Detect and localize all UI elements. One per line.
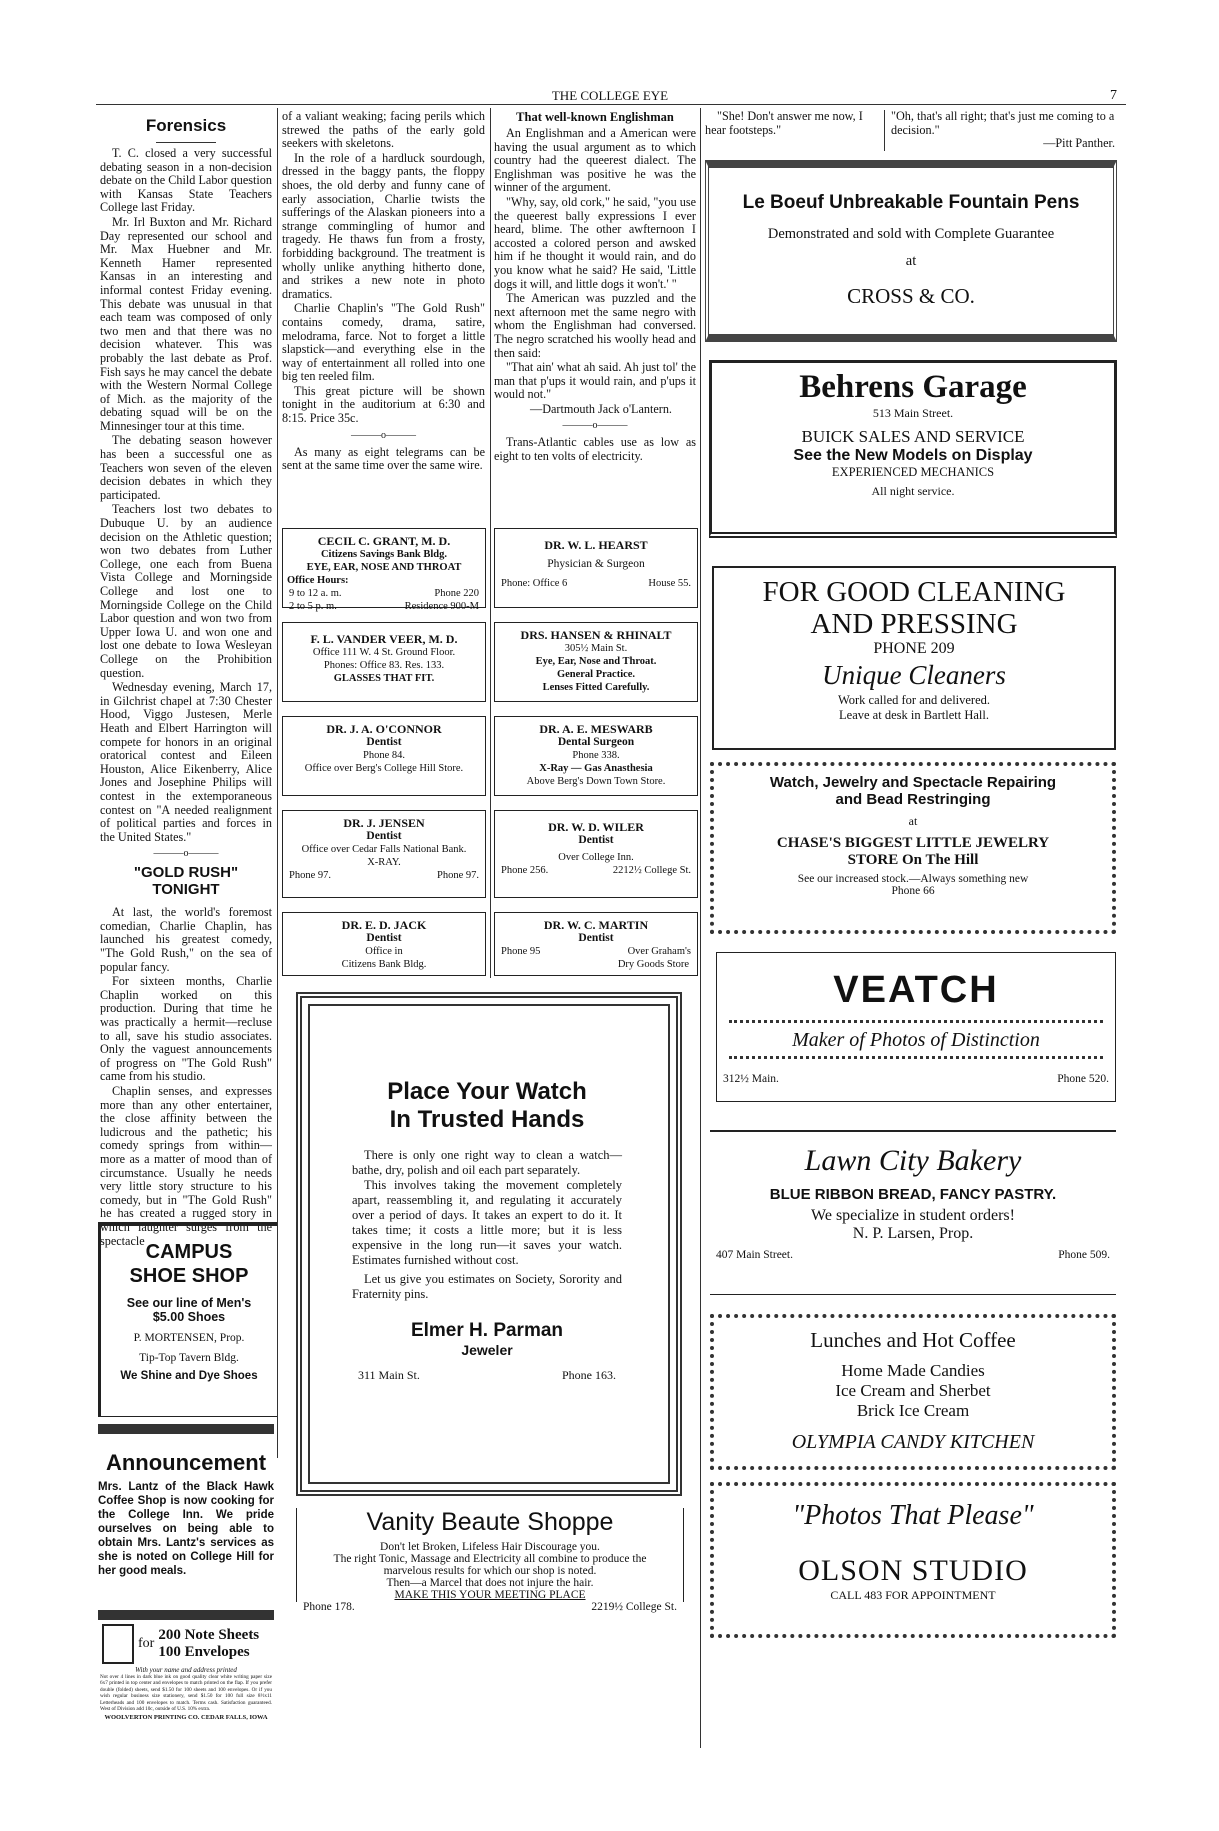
- behrens-l3: See the New Models on Display: [793, 447, 1033, 464]
- chase-ad: [710, 762, 1116, 934]
- campus-shoe-shop-ad: [98, 1222, 277, 1417]
- note-fine: With your name and address printed: [135, 1666, 237, 1674]
- campus-l6: Tip-Top Tavern Bldg.: [139, 1352, 239, 1364]
- joke-line-1: "She! Don't answer me now, I hear footsteps.": [705, 109, 863, 137]
- joke-source: —Pitt Panther.: [1043, 136, 1115, 151]
- veatch-addr: 312½ Main.: [723, 1073, 779, 1085]
- vanity-l2: The right Tonic, Massage and Electricity all combine to produce the marvelous results for which our shop is noted.: [333, 1553, 647, 1577]
- announcement-heading: Announcement: [105, 1450, 267, 1475]
- announcement-text: Mrs. Lantz of the Black Hawk Coffee Shop is now cooking for the College Inn. We pride ourselves on being able to obtain Mrs. Lantz's services as she is noted on College Hill for her good meals.: [98, 1481, 274, 1577]
- candy-l1: Home Made Candies: [841, 1361, 985, 1380]
- behrens-h: Behrens Garage: [799, 369, 1027, 405]
- campus-l4: $5.00 Shoes: [152, 1310, 226, 1324]
- gold-rush-heading: "GOLD RUSH" TONIGHT: [133, 864, 239, 899]
- card-grant: CECIL C. GRANT, M. D. Citizens Savings Bank Bldg. EYE, EAR, NOSE AND THROAT Office Hours: 9 to 12 a. m. Phone 220 2 to 5 p. m. Residence 900-M: [282, 528, 486, 608]
- note-l2: 100 Envelopes: [158, 1644, 250, 1660]
- bakery-l2: We specialize in student orders!: [811, 1207, 1015, 1224]
- englishman-p3: The American was puzzled and the next afternoon met the same negro with whom the Englishman had conversed. The negro scratched his woolly head and then said:: [494, 291, 696, 360]
- candy-l3: Brick Ice Cream: [856, 1401, 970, 1420]
- card-veer: F. L. VANDER VEER, M. D. Office 111 W. 4 St. Ground Floor. Phones: Office 83. Res. 133. GLASSES THAT FIT.: [282, 622, 486, 702]
- cleaners-l4: Leave at desk in Bartlett Hall.: [839, 708, 989, 722]
- column-1: Forensics T. C. closed a very successful debating season in a non-decision debate on the Child Labor question with Kansas State Teachers College last Friday. Mr. Irl Buxton and Mr. Richard Day represented our school and Mr. Max Huebner and Mr. Kenneth Hamer represented Kansas in an interesting and informal contest Friday evening. This debate was unusual in that each team was composed of only two men and that there was no decision whatever. This was probably the last debate as Prof. Fish says he may cancel the debate with the Western Normal College of Mich. as the majority of the debating squad will be on the Minnesinger tour at this time. The debating season however has been a successful one as Teachers won seven of the eleven decision debates in which they participated. Teachers lost two debates to Dubuque U. by an audience decision on the Athletic question; won two debates from Luther College, one each from Buena Vista College and Morningside College and lost one to Morningside College on the Child Labor question and won two from Upper Iowa U. and won one and lost one debate to Iowa Wesleyan College on the Prohibition question. Wednesday evening, March 17, in Gilchrist chapel at 7:30 Chester Hood, Viggo Justesen, Merle Heath and Elbert Harrington will compete for honors in an original oratorical contest and Eileen Houston, Alice Eikenberry, Alice Jones and Josephine Philips will contest in the extemporaneous contest on "A needed realignment of political parties and forces in the United States." ———o——— "GOLD RUSH" TONIGHT At last, the world's foremost comedian, Charlie Chaplin, has launched his greatest comedy, "The Gold Rush," on the sea of popular fancy. For sixteen months, Charlie Chaplin worked on this production. During that time he was practically a hermit—recluse to all, save his studio associates. Only the vaguest announcements of progress on "The Gold Rush" came from his studio. Chaplin senses, and expresses more than any other entertainer, the close affinity between the ludicrous and the pathetic; his comedy springs from within—more as a matter of mood than of circumstance. Usually he needs very little story structure to his comedy, but in "The Gold Rush" he has created a rugged story in which laughter surges from the spectacle: [100, 116, 272, 1248]
- chase-l5: Phone 66: [891, 885, 935, 897]
- cleaners-l1: PHONE 209: [873, 640, 955, 657]
- bakery-phone: Phone 509.: [1058, 1249, 1110, 1261]
- gold-rush-cont-p1: of a valiant weaking; facing perils which strewed the paths of the early gold seekers with skeletons.: [282, 109, 485, 151]
- chase-l2: CHASE'S BIGGEST LITTLE JEWELRY: [776, 835, 1050, 851]
- candy-l4: OLYMPIA CANDY KITCHEN: [791, 1431, 1035, 1453]
- englishman-p1: An Englishman and a American were having the usual argument as to which country had the queerest dialect. The Englishman was positive he was the winner of the argument.: [494, 126, 696, 195]
- olson-h: "Photos That Please": [792, 1500, 1034, 1531]
- englishman-p5: —Dartmouth Jack o'Lantern.: [530, 401, 672, 416]
- englishman-p4: "That ain' what ah said. Ah just tol' the man that p'ups it would rain, and p'ups it would not.": [494, 360, 696, 402]
- candy-h: Lunches and Hot Coffee: [810, 1328, 1016, 1352]
- leboeuf-l1: Demonstrated and sold with Complete Guarantee: [767, 226, 1055, 242]
- card-wiler: DR. W. D. WILER Dentist Over College Inn. Phone 256. 2212½ College St.: [494, 810, 698, 898]
- candy-l2: Ice Cream and Sherbet: [835, 1381, 991, 1400]
- forensics-p3: The debating season however has been a successful one as Teachers won seven of the eleven decision debates in which they participated.: [100, 433, 272, 502]
- note-printer: WOOLVERTON PRINTING CO. CEDAR FALLS, IOWA: [104, 1714, 268, 1722]
- column-3: That well-known Englishman An Englishman and a American were having the usual argument as to which country had the queerest dialect. The Englishman was positive he was the winner of the argument. "Why, say, old cork," he said, "you use the queerest bally expressions I ever heard, blime. The other awfternoon I accosted a colored person and awsked him if he thought it would rain, and do you know what he said? He said, 'Little dogs it will, and little dogs it won't.' " The American was puzzled and the next afternoon met the same negro with whom the Englishman had conversed. The negro scratched his woolly head and then said: "That ain' what ah said. Ah just tol' the man that p'ups it would rain, and p'ups it would not." —Dartmouth Jack o'Lantern. ———o——— Trans-Atlantic cables use as low as eight to ten volts of electricity.: [494, 110, 696, 464]
- card-hearst: DR. W. L. HEARST Physician & Surgeon Phone: Office 6 House 55.: [494, 528, 698, 608]
- watch-addr: 311 Main St.: [358, 1368, 420, 1382]
- veatch-l1: Maker of Photos of Distinction: [792, 1029, 1040, 1051]
- page-number: 7: [1110, 88, 1117, 103]
- veatch-phone: Phone 520.: [1057, 1073, 1109, 1085]
- chase-l1: at: [908, 814, 918, 828]
- campus-l7: We Shine and Dye Shoes: [120, 1370, 258, 1382]
- chase-l4: See our increased stock.—Always something new: [797, 873, 1029, 885]
- campus-l1: CAMPUS: [145, 1241, 233, 1263]
- card-meswarb: DR. A. E. MESWARB Dental Surgeon Phone 338. X-Ray — Gas Anasthesia Above Berg's Down Town Store.: [494, 716, 698, 796]
- campus-l2: SHOE SHOP: [129, 1265, 249, 1287]
- behrens-l4: EXPERIENCED MECHANICS: [831, 465, 995, 479]
- gold-rush-p2: For sixteen months, Charlie Chaplin worked on this production. During that time he was practically a hermit—recluse to all, save his studio associates. Only the vaguest announcements of progress on "The Gold Rush" came from his studio.: [100, 974, 272, 1084]
- card-martin: DR. W. C. MARTIN Dentist Phone 95 Over Graham's Dry Goods Store: [494, 912, 698, 976]
- chase-h1: Watch, Jewelry and Spectacle Repairing: [769, 774, 1057, 791]
- leboeuf-l3: CROSS & CO.: [847, 284, 975, 308]
- englishman-p2: "Why, say, old cork," he said, "you use the queerest bally expressions I ever heard, blime. The other awfternoon I accosted a colored person and awsked him if he thought it would rain, and do you know what he said? He said, 'Little dogs it will, and little dogs it won't.' ": [494, 194, 696, 291]
- campus-l3: See our line of Men's: [126, 1296, 252, 1310]
- note-sheets-ad: [98, 1610, 274, 1760]
- olson-l1: OLSON STUDIO: [798, 1554, 1028, 1587]
- card-hansen: DRS. HANSEN & RHINALT 305½ Main St. Eye, Ear, Nose and Throat. General Practice. Lenses Fitted Carefully.: [494, 622, 698, 702]
- cleaners-l3: Work called for and delivered.: [837, 693, 991, 707]
- watch-ad: [296, 992, 682, 1496]
- behrens-l1: 513 Main Street.: [872, 406, 954, 420]
- behrens-l5: All night service.: [871, 484, 955, 498]
- joke-line-2: "Oh, that's all right; that's just me coming to a decision.": [891, 109, 1115, 137]
- campus-l5: P. MORTENSEN, Prop.: [133, 1332, 245, 1344]
- forensics-p4: Teachers lost two debates to Dubuque U. by an audience decision on the Athletic question; won two debates from Luther College, one each from Buena Vista College and Morningside College and lost one to Morningside College on the Child Labor question and won two from Upper Iowa U. and won one and lost one debate to Iowa Wesleyan College on the Prohibition question.: [100, 502, 272, 680]
- olson-ad: [710, 1482, 1116, 1638]
- behrens-l2: BUICK SALES AND SERVICE: [801, 427, 1025, 446]
- cables-text: Trans-Atlantic cables use as low as eight to ten volts of electricity.: [494, 435, 696, 464]
- watch-phone: Phone 163.: [562, 1368, 616, 1382]
- telegrams-text: As many as eight telegrams can be sent at the same time over the same wire.: [282, 444, 485, 473]
- cleaners-h1: FOR GOOD CLEANING: [762, 576, 1066, 608]
- bakery-h: Lawn City Bakery: [804, 1144, 1022, 1177]
- vanity-l1: Don't let Broken, Lifeless Hair Discourage you.: [380, 1541, 600, 1553]
- joke: [705, 110, 1115, 151]
- card-jensen: DR. J. JENSEN Dentist Office over Cedar Falls National Bank. X-RAY. Phone 97. Phone 97.: [282, 810, 486, 898]
- vanity-l4: MAKE THIS YOUR MEETING PLACE: [394, 1589, 586, 1601]
- gold-rush-cont-p2: In the role of a hardluck sourdough, dressed in the baggy pants, the floppy shoes, the old derby and funny cane of early association, Charlie twists the sufferings of the Alaskan pioneers into a strange commingling of humor and tragedy. He thaws fun from a frosty, forbidding background. The treatment is wholly unlike anything hitherto done, and strikes a new note in photo dramatics.: [282, 150, 485, 301]
- note-l1: 200 Note Sheets: [158, 1627, 260, 1643]
- watch-p1: There is only one right way to clean a watch—bathe, dry, polish and oil each part separately.: [352, 1148, 622, 1177]
- vanity-phone: Phone 178.: [303, 1601, 355, 1613]
- newspaper-title: THE COLLEGE EYE: [551, 88, 669, 103]
- watch-h1: Place Your Watch: [387, 1078, 587, 1105]
- watch-p2: This involves taking the movement completely apart, reassembling it, and regulating it accurately over a period of days. It takes an expert to do it. It takes time; it costs a little more; but it is less expensive in the long run—it saves your watch. Estimates furnished without cost.: [352, 1178, 622, 1267]
- cleaners-h2: AND PRESSING: [810, 608, 1018, 640]
- gold-rush-p1: At last, the world's foremost comedian, Charlie Chaplin, has launched his greatest comedy, "The Gold Rush," on the sea of popular fancy.: [100, 905, 272, 974]
- leboeuf-l2: at: [905, 253, 917, 269]
- bakery-ad: [710, 1130, 1116, 1295]
- cleaners-l2: Unique Cleaners: [822, 660, 1006, 690]
- column-2: of a valiant weaking; facing perils which strewed the paths of the early gold seekers with skeletons. In the role of a hardluck sourdough, dressed in the baggy pants, the floppy shoes, the old derby and funny cane of early association, Charlie twists the sufferings of the Alaskan pioneers into a strange commingling of humor and tragedy. He thaws fun from a frosty, forbidding background. The treatment is wholly unlike anything hitherto done, and strikes a new note in photo dramatics. Charlie Chaplin's "The Gold Rush" contains comedy, drama, satire, melodrama, farce. Not to forget a little slapstick—and everything else in the way of entertainment all rolled into one big ten reeled film. This great picture will be shown tonight in the auditorium at 6:30 and 8:15. Price 35c. ———o——— As many as eight telegrams can be sent at the same time over the same wire.: [282, 109, 485, 473]
- bakery-addr: 407 Main Street.: [716, 1249, 793, 1261]
- leboeuf-ad: [705, 160, 1117, 342]
- vanity-addr: 2219½ College St.: [591, 1601, 677, 1613]
- bakery-l3: N. P. Larsen, Prop.: [852, 1225, 974, 1242]
- gold-rush-cont-p3: Charlie Chaplin's "The Gold Rush" contains comedy, drama, satire, melodrama, farce. Not to forget a little slapstick—and everything else in the way of entertainment all rolled into one big ten reeled film.: [282, 301, 485, 384]
- envelope-icon: [102, 1624, 134, 1664]
- gold-rush-cont-p4: This great picture will be shown tonight in the auditorium at 6:30 and 8:15. Price 35c.: [282, 383, 485, 426]
- watch-h2: In Trusted Hands: [389, 1106, 585, 1133]
- chase-h2: and Bead Restringing: [835, 791, 991, 808]
- watch-name: Elmer H. Parman: [410, 1320, 564, 1341]
- olson-l2: CALL 483 FOR APPOINTMENT: [830, 1588, 996, 1602]
- card-jack: DR. E. D. JACK Dentist Office in Citizens Bank Bldg.: [282, 912, 486, 976]
- veatch-ad: [716, 952, 1116, 1102]
- forensics-p5: Wednesday evening, March 17, in Gilchrist chapel at 7:30 Chester Hood, Viggo Justesen, Merle Heath and Elbert Harrington will compete for honors in an original oratorical contest and Eileen Houston, Alice Eikenberry, Alice Jones and Josephine Philips will contest in the extemporaneous contest on "A needed realignment of political parties and forces in the United States.": [100, 680, 272, 844]
- watch-title: Jeweler: [461, 1342, 513, 1358]
- cleaners-ad: [712, 566, 1116, 750]
- card-oconnor: DR. J. A. O'CONNOR Dentist Phone 84. Office over Berg's College Hill Store.: [282, 716, 486, 796]
- note-for: for: [138, 1636, 155, 1651]
- note-small: Not over 4 lines in dark blue ink on good quality clear white writing paper size 6x7 printed in top center and envelopes to match printed on the flap. If you prefer double (folded) sheets, send $1.50 for 100 sheets and 100 envelopes. Or if you wish regular business size stationery, send $1.50 for 100 full size 8½x11 Letterheads and 100 envelopes to match. Terms cash. Satisfaction guaranteed. West of Division add 10c, outside of U.S. 10% extra.: [100, 1674, 272, 1713]
- vanity-ad: [296, 1508, 684, 1613]
- leboeuf-h: Le Boeuf Unbreakable Fountain Pens: [742, 192, 1080, 213]
- forensics-p1: T. C. closed a very successful debating season in a non-decision debate on the Child Labor question with Kansas State Teachers College last Friday.: [100, 146, 272, 215]
- englishman-heading: That well-known Englishman: [516, 110, 674, 124]
- watch-p3: Let us give you estimates on Society, Sorority and Fraternity pins.: [352, 1272, 622, 1301]
- forensics-p2: Mr. Irl Buxton and Mr. Richard Day represented our school and Mr. Max Huebner and Mr. Kenneth Hamer represented Kansas in an interesting and informal contest Friday evening. This debate was unusual in that each team was composed of only two men and that there was no decision whatever. This was probably the last debate as Prof. Fish says he may cancel the debate with the Western Normal College of Mich. as the majority of the debating squad will be on the Minnesinger tour at this time.: [100, 214, 272, 433]
- announcement-box: [98, 1424, 274, 1578]
- forensics-heading: Forensics: [145, 116, 227, 135]
- candy-ad: [710, 1314, 1116, 1470]
- vanity-heading: Vanity Beaute Shoppe: [366, 1508, 614, 1536]
- behrens-ad: [709, 360, 1117, 538]
- gold-rush-p3: Chaplin senses, and expresses more than any other entertainer, the close affinity between the ludicrous and the pathetic; his comedy springs from within—more as a matter of mood than of circumstance. Usually he needs very little story structure to his comedy, but in "The Gold Rush" he has created a rugged story in which laughter surges from the spectacle: [100, 1084, 272, 1248]
- vanity-l3: Then—a Marcel that does not injure the hair.: [386, 1577, 594, 1589]
- veatch-h: VEATCH: [833, 969, 999, 1011]
- chase-l3: STORE On The Hill: [847, 852, 979, 868]
- bakery-l1: BLUE RIBBON BREAD, FANCY PASTRY.: [769, 1186, 1057, 1203]
